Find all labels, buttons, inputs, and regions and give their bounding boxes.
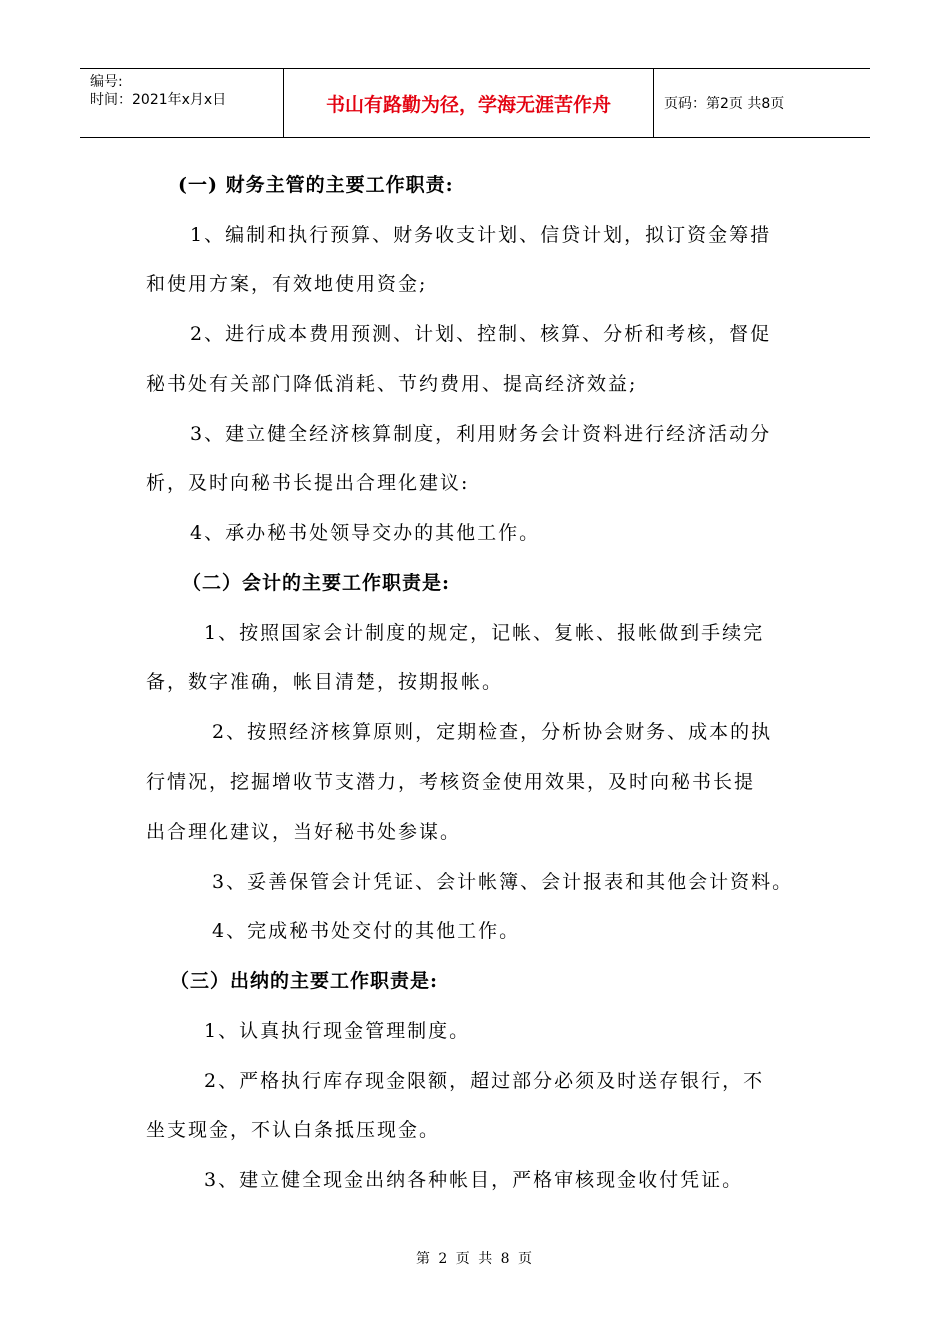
- page-header: [80, 68, 870, 138]
- paragraph-line: 3、建立健全现金出纳各种帐目，严格审核现金收付凭证。: [204, 1169, 744, 1191]
- time-label: 时间：2021年x月x日: [90, 92, 227, 108]
- header-motto-cell: [283, 69, 654, 137]
- motto: 书山有路勤为径，学海无涯苦作舟: [325, 93, 611, 116]
- paragraph-line: 秘书处有关部门降低消耗、节约费用、提高经济效益;: [146, 373, 638, 395]
- serial-label: 编号:: [90, 74, 123, 90]
- paragraph-line: 4、完成秘书处交付的其他工作。: [212, 920, 521, 942]
- section-title-3: （三）出纳的主要工作职责是:: [170, 970, 439, 992]
- paragraph-line: 2、进行成本费用预测、计划、控制、核算、分析和考核，督促: [190, 323, 772, 345]
- header-meta: [80, 69, 283, 137]
- paragraph-line: 备，数字准确，帐目清楚，按期报帐。: [146, 671, 504, 693]
- paragraph-line: 和使用方案，有效地使用资金;: [146, 273, 428, 295]
- paragraph-line: 1、编制和执行预算、财务收支计划、信贷计划，拟订资金筹措: [190, 224, 772, 246]
- paragraph-line: 1、认真执行现金管理制度。: [204, 1020, 471, 1042]
- paragraph-line: 2、严格执行库存现金限额，超过部分必须及时送存银行，不: [204, 1070, 765, 1092]
- paragraph-line: 4、承办秘书处领导交办的其他工作。: [190, 522, 541, 544]
- paragraph-line: 出合理化建议，当好秘书处参谋。: [146, 821, 462, 843]
- page-code: 页码：第2页 共8页: [664, 96, 785, 112]
- paragraph-line: 坐支现金，不认白条抵压现金。: [146, 1119, 441, 1141]
- section-title-2: （二）会计的主要工作职责是:: [182, 572, 451, 594]
- page-footer: 第 2 页 共 8 页: [415, 1251, 535, 1267]
- paragraph-line: 3、妥善保管会计凭证、会计帐簿、会计报表和其他会计资料。: [212, 871, 794, 893]
- paragraph-line: 析，及时向秘书长提出合理化建议:: [146, 472, 470, 494]
- paragraph-line: 3、建立健全经济核算制度，利用财务会计资料进行经济活动分: [190, 423, 772, 445]
- paragraph-line: 1、按照国家会计制度的规定，记帐、复帐、报帐做到手续完: [204, 622, 765, 644]
- section-title-1: (一) 财务主管的主要工作职责:: [178, 174, 454, 196]
- paragraph-line: 2、按照经济核算原则，定期检查，分析协会财务、成本的执: [212, 721, 773, 743]
- paragraph-line: 行情况，挖掘增收节支潜力，考核资金使用效果，及时向秘书长提: [146, 771, 756, 793]
